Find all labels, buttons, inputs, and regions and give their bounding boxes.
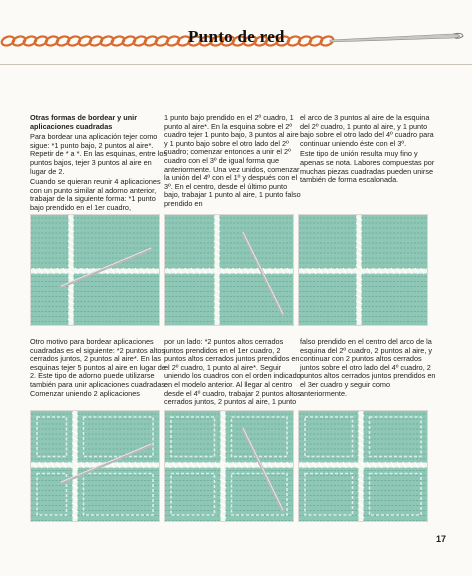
- upper-text-column-2: [164, 114, 302, 209]
- body-paragraph: falso prendido en el centro del arco de la esquina del 2º cuadro, 2 puntos al aire, y continuar con 2 puntos altos cerrados juntos sobre el otro lado del 4º cuadro, 2 puntos altos cerrados juntos prendidos en el 3er cuadro y seguir como anteriormente.: [300, 337, 436, 398]
- lower-text-column-1: [30, 338, 168, 398]
- upper-text-column-1: [30, 114, 168, 213]
- body-paragraph: por un lado: *2 puntos altos cerrados juntos prendidos en el 1er cuadro, 2 puntos altos cerrados juntos prendidos en el 2º cuadro, 1 punto al aire*. Seguir uniendo los cuadros con el orden indicado en el modelo anterior. Al llegar al centro desde el 4º cuadro, trabajar 2 puntos altos cerrados juntos, 2 puntos al aire, 1 punto: [164, 337, 301, 407]
- photo-edge-step-2: [164, 410, 294, 522]
- body-paragraph: el arco de 3 puntos al aire de la esquina del 2º cuadro, 1 punto al aire, y 1 punto bajo sobre el otro lado del 4º cuadro para continuar uniendo éste con el 3º.: [300, 113, 434, 148]
- header-divider: [0, 64, 472, 65]
- photo-edge-step-1: [30, 410, 160, 522]
- photo-join-step-3: [298, 214, 428, 326]
- lower-text-column-2: [164, 338, 302, 407]
- page-title: Punto de red: [188, 27, 285, 46]
- page-number: 17: [436, 534, 447, 544]
- body-paragraph: Cuando se quieran reunir 4 aplicaciones con un punto similar al adorno anterior, trabajar de la siguiente forma: *1 punto bajo prendido en el 1er cuadro,: [30, 177, 161, 212]
- upper-text-column-3: [300, 114, 438, 185]
- crochet-hook-icon: [330, 33, 463, 42]
- lower-text-column-3: [300, 338, 438, 398]
- body-paragraph: Este tipo de unión resulta muy fino y apenas se nota. Labores compuestas por muchas piezas cuadradas pueden unirse también de forma escalonada.: [300, 149, 435, 185]
- photo-edge-step-3: [298, 410, 428, 522]
- section-heading: Otras formas de bordear y unir aplicaciones cuadradas: [30, 113, 138, 131]
- body-paragraph: Para bordear una aplicación tejer como sigue: *1 punto bajo, 2 puntos al aire*. Repetir de * a *. En las esquinas, entre los puntos bajos, tejer 3 puntos al aire en lugar de 2.: [30, 132, 168, 176]
- photo-join-step-1: [30, 214, 160, 326]
- body-paragraph: 1 punto bajo prendido en el 2º cuadro, 1 punto al aire*. En la esquina sobre el 2º cuadro tejer 1 punto bajo, 3 puntos al aire y 1 punto bajo sobre el otro lado del 2º cuadro; comenzar entonces a unir el 2º cuadro con el 3º de igual forma que anteriormente. Una vez unidos, comenzar la unión del 4º con el 1º y después con el 3º. En el centro, desde el último punto bajo, trabajar 1 punto al aire, 1 punto falso prendido en: [164, 113, 301, 208]
- photo-join-step-2: [164, 214, 294, 326]
- body-paragraph: Otro motivo para bordear aplicaciones cuadradas es el siguiente: *2 puntos altos cerrados juntos, 2 puntos al aire*. En las esquinas tejer 5 puntos al aire en lugar de 2. Este tipo de adorno puede utilizarse también para unir aplicaciones cuadradas. Comenzar uniendo 2 aplicaciones: [30, 337, 168, 398]
